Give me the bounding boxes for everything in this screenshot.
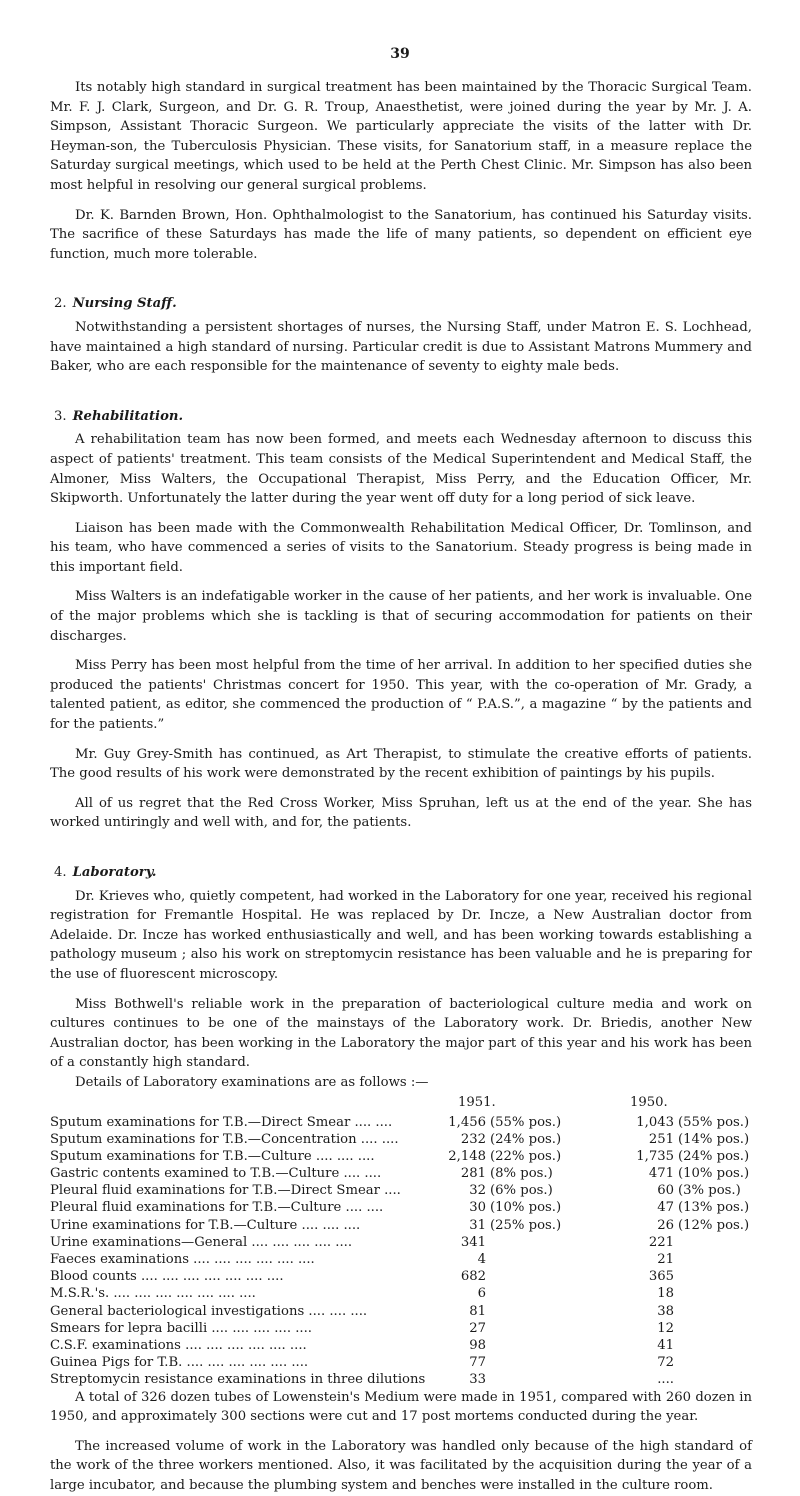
value-1950: 21 [657,1252,674,1268]
value-1951: 2,148 [448,1148,486,1164]
paragraph: A total of 326 dozen tubes of Lowenstein's Medium were made in 1951, compared with 260 dozen in 1950, and approximately 300 sections were cut and 17 post mortems conducted during the year. [50,1389,752,1425]
percent-1950: (13% pos.) [678,1200,750,1216]
value-1951: 32 [469,1183,486,1199]
value-1950: 12 [657,1320,674,1336]
row-label: Streptomycin resistance examinations in three dilutions [50,1372,426,1388]
value-1950: 72 [657,1355,674,1371]
row-label: Urine examinations for T.B.—Culture .... .... .... [50,1217,361,1233]
percent-1950: (55% pos.) [678,1114,750,1130]
value-1951: 33 [469,1372,486,1388]
paragraph: A rehabilitation team has now been formed, and meets each Wednesday afternoon to discuss this aspect of patients' treatment. This team consists of the Medical Superintendent and Medical Staff, the Almoner, Miss Walters, the Occupational Therapist, Miss Perry, and the Education Officer, Mr. Skipworth. Unfortunately the latter during the year went off duty for a long period of sick leave. [50,432,752,507]
paragraph: Miss Walters is an indefatigable worker in the cause of her patients, and her work is invaluable. One of the major problems which she is tackling is that of securing accommodation for patients on their discharges. [50,589,752,644]
percent-1951: (55% pos.) [490,1114,562,1130]
table-row [50,1284,752,1301]
section-rehabilitation [50,407,752,833]
section-heading [54,294,752,314]
row-label: Sputum examinations for T.B.—Direct Smear .... .... [50,1114,393,1130]
value-1951: 81 [469,1303,486,1319]
value-1951: 30 [469,1200,486,1216]
section-number: 2. [54,296,67,312]
table-row [50,1130,752,1147]
value-1950: 251 [648,1131,674,1147]
section-title: Laboratory. [72,865,157,880]
table-body [50,1113,752,1388]
value-1950: 60 [657,1183,674,1199]
laboratory-examinations-table [50,1093,752,1388]
section-heading [54,407,752,427]
value-1950: 38 [657,1303,674,1319]
row-label: M.S.R.'s. .... .... .... .... .... .... .... [50,1286,256,1302]
value-1951: 4 [477,1252,486,1268]
value-1950: 365 [648,1269,674,1285]
row-label: Smears for lepra bacilli .... .... .... .... .... [50,1320,312,1336]
row-label: General bacteriological investigations .... .... .... [50,1303,368,1319]
percent-1950: (3% pos.) [678,1183,741,1199]
percent-1951: (6% pos.) [490,1183,553,1199]
table-row [50,1198,752,1215]
value-1951: 232 [460,1131,486,1147]
table-row [50,1267,752,1284]
table-row [50,1164,752,1181]
value-1951: 281 [460,1166,486,1182]
value-1951: 341 [460,1234,486,1250]
value-1950: 26 [657,1217,674,1233]
value-1950: 47 [657,1200,674,1216]
section-nursing-staff [50,294,752,376]
value-1950: .... [657,1372,674,1388]
value-1951: 682 [460,1269,486,1285]
section-number: 4. [54,865,67,880]
table-row [50,1147,752,1164]
paragraph: Miss Bothwell's reliable work in the preparation of bacteriological culture media and work on cultures continues to be one of the mainstays of the Laboratory work. Dr. Briedis, another New Australian doctor, has been working in the Laboratory the major part of this year and his work has been of a constantly high standard. [50,996,752,1071]
table-intro: Details of Laboratory examinations are as follows :— [75,1074,429,1090]
value-1951: 98 [469,1337,486,1353]
row-label: Guinea Pigs for T.B. .... .... .... .... .... .... [50,1355,309,1371]
row-label: Pleural fluid examinations for T.B.—Direct Smear .... [50,1183,401,1199]
paragraph: Miss Perry has been most helpful from the time of her arrival. In addition to her specified duties she produced the patients' Christmas concert for 1950. This year, with the co-operation of Mr. Grady, a talented patient, as editor, she commenced the production of “ P.A.S.”, a magazine “ by the patients and for the patients.” [50,658,752,733]
paragraph: Its notably high standard in surgical treatment has been maintained by the Thoracic Surgical Team. Mr. F. J. Clark, Surgeon, and Dr. G. R. Troup, Anaesthetist, were joined during the year by Mr. J. A. Simpson, Assistant Thoracic Surgeon. We particularly appreciate the visits of the latter with Dr. Heyman-son, the Tuberculosis Physician. These visits, for Sanatorium staff, in a measure replace the Saturday surgical meetings, which used to be held at the Perth Chest Clinic. Mr. Simpson has also been most helpful in resolving our general surgical problems. [50,80,752,193]
section-title: Nursing Staff. [72,296,177,312]
row-label: Urine examinations—General .... .... .... .... .... [50,1234,353,1250]
value-1950: 221 [648,1234,674,1250]
paragraph: The increased volume of work in the Laboratory was handled only because of the high standard of the work of the three workers mentioned. Also, it was facilitated by the acquisition during the year of a large incubator, and because the plumbing system and benches were installed in the culture room. [50,1438,752,1493]
value-1950: 1,043 [636,1114,674,1130]
table-row [50,1113,752,1130]
table-row [50,1181,752,1198]
column-header-1950: 1950. [630,1094,668,1110]
value-1950: 18 [657,1286,674,1302]
value-1951: 31 [469,1217,486,1233]
value-1950: 1,735 [636,1148,674,1164]
row-label: Blood counts .... .... .... .... .... .... .... [50,1269,284,1285]
table-row [50,1353,752,1370]
percent-1950: (14% pos.) [678,1131,750,1147]
paragraph: Mr. Guy Grey-Smith has continued, as Art Therapist, to stimulate the creative efforts of patients. The good results of his work were demonstrated by the recent exhibition of paintings by his pupils. [50,746,752,782]
percent-1950: (12% pos.) [678,1217,750,1233]
value-1951: 27 [469,1320,486,1336]
value-1951: 77 [469,1355,486,1371]
value-1950: 471 [648,1166,674,1182]
table-row [50,1233,752,1250]
value-1951: 1,456 [448,1114,486,1130]
table-row [50,1336,752,1353]
row-label: Faeces examinations .... .... .... .... .... .... [50,1252,315,1268]
section-number: 3. [54,408,67,424]
section-title: Rehabilitation. [72,408,184,424]
row-label: Sputum examinations for T.B.—Culture .... .... .... [50,1148,375,1164]
row-label: C.S.F. examinations .... .... .... .... .... .... [50,1337,307,1353]
paragraph: All of us regret that the Red Cross Worker, Miss Spruhan, left us at the end of the year. She has worked untiringly and well with, and for, the patients. [50,795,752,831]
paragraph: Liaison has been made with the Commonwealth Rehabilitation Medical Officer, Dr. Tomlinson, and his team, who have commenced a series of visits to the Sanatorium. Steady progress is being made in this important field. [50,520,752,575]
row-label: Pleural fluid examinations for T.B.—Culture .... .... [50,1200,384,1216]
page-body [50,78,752,1496]
row-label: Sputum examinations for T.B.—Concentration .... .... [50,1131,399,1147]
table-row [50,1216,752,1233]
table-row [50,1250,752,1267]
page-number: 39 [390,46,410,62]
table-row [50,1319,752,1336]
row-label: Gastric contents examined to T.B.—Culture .... .... [50,1166,382,1182]
section-laboratory [50,863,752,1073]
value-1951: 6 [477,1286,486,1302]
paragraph: Notwithstanding a persistent shortages of nurses, the Nursing Staff, under Matron E. S. Lochhead, have maintained a high standard of nursing. Particular credit is due to Assistant Matrons Mummery and Baker, who are each responsible for the maintenance of seventy to eighty male beds. [50,319,752,375]
percent-1950: (10% pos.) [678,1166,750,1182]
table-header-row [50,1093,752,1113]
value-1950: 41 [657,1337,674,1353]
percent-1951: (8% pos.) [490,1166,553,1182]
section-heading [54,863,752,883]
percent-1951: (10% pos.) [490,1200,562,1216]
paragraph: Dr. Krieves who, quietly competent, had worked in the Laboratory for one year, received his regional registration for Fremantle Hospital. He was replaced by Dr. Incze, a New Australian doctor from Adelaide. Dr. Incze has worked enthusiastically and well, and has been working towards establishing a pathology museum ; also his work on streptomycin resistance has been valuable and he is preparing for the use of fluorescent microscopy. [50,888,752,982]
percent-1951: (25% pos.) [490,1217,562,1233]
percent-1951: (24% pos.) [490,1131,562,1147]
percent-1951: (22% pos.) [490,1148,562,1164]
table-row [50,1302,752,1319]
column-header-1951: 1951. [458,1094,496,1110]
percent-1950: (24% pos.) [678,1148,750,1164]
paragraph: Dr. K. Barnden Brown, Hon. Ophthalmologist to the Sanatorium, has continued his Saturday visits. The sacrifice of these Saturdays has made the life of many patients, so dependent on efficient eye function, much more tolerable. [50,207,752,262]
